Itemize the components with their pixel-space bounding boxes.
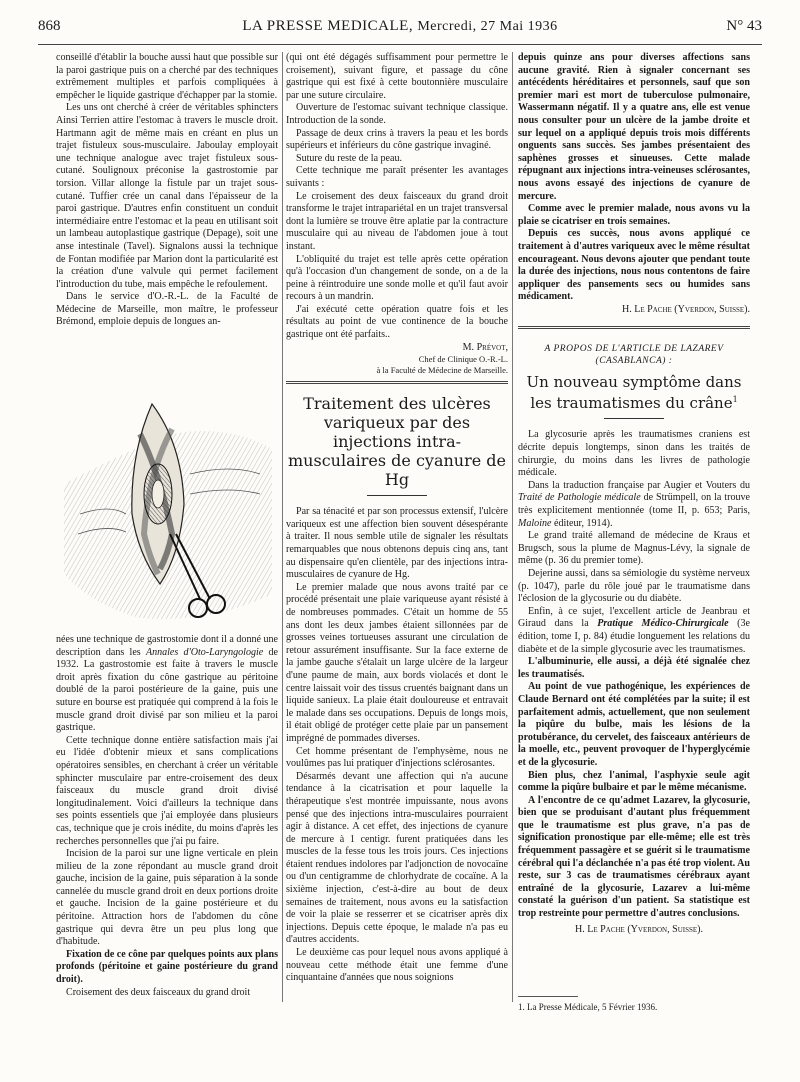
paragraph: Désarmés devant une affection qui n'a aucune tendance à la cicatrisation et pour laquelle la thérapeutique s'est montrée impuissante, nous avons pensé que des injections intra-musculaires pourraient agir à distance. A cet effet, des injections de cyanure de mercure à 1 centigr. furent pratiquées dans les muscles de la fesse tous les trois jours. Ces injections étaient rendues indolores par l'adjonction de novocaïne ou d'un centigramme de chlorhydrate de cocaïne. A la sixième injection, c'est-à-dire au bout de deux semaines de traitement, nous avons eu la satisfaction de voir la plaie se resserrer et se cicatriser après dix injections. Depuis cette époque, le malade n'a pas eu d'autres accidents. — [286, 770, 508, 946]
article-title-text: Un nouveau symptôme dans les traumatismes du crâne — [526, 373, 742, 413]
paragraph: Au point de vue pathogénique, les expériences de Claude Bernard ont été complétées par la suite; il est parfaitement admis, actuellement, que non seulement la piqûre du bulbe, mais les lésions de la protubérance, du cervelet, des faisceaux antérieurs de la moelle, etc., peuvent provoquer de l'hyperglycémie et de la glycosurie. — [518, 681, 750, 768]
paragraph: Le croisement des deux faisceaux du grand droit transforme le trajet intrapariétal en un trajet transversal dont la lumière se trouve être aplatie par la contracture musculaire qui au niveau de l'abdomen joue à tout instant. — [286, 190, 508, 252]
text-run: de 1932. La gastrostomie est faite à travers le muscle droit après fixation du cône gastrique au péritoine doublé de la paroi postérieure de la gaine, puis une suture en bourse est pratiquée qui comprend à la fois le muscle grand droit divisé par son milieu et la paroi gastrique. — [56, 646, 279, 734]
paragraph: Comme avec le premier malade, nous avons vu la plaie se cicatriser en trois semaines. — [518, 203, 750, 227]
title-rule — [604, 418, 664, 419]
paragraph: Dejerine aussi, dans sa sémiologie du système nerveux (p. 1047), parle du rôle joué par le traumatisme dans l'éclosion de la glycosurie ou du diabète. — [518, 568, 750, 605]
column-rule — [512, 52, 513, 1002]
paragraph: J'ai exécuté cette opération quatre fois et les résultats au point de vue continence de la bouche gastrique ont été parfaits.. — [286, 303, 508, 341]
text-run: Dans la traduction française par Augier et Vouters du — [528, 479, 750, 491]
title-rule — [367, 495, 427, 496]
paragraph: L'obliquité du trajet est telle après cette opération qu'à l'occasion d'un changement de sonde, on a de la peine à réintroduire une sonde molle et qu'il faut avoir recours à un mandrin. — [286, 253, 508, 303]
paragraph — [518, 606, 750, 656]
column-1-continued — [56, 634, 278, 999]
book-reference: Pratique Médico-Chirurgicale — [597, 618, 729, 630]
article-separator — [286, 381, 508, 384]
paragraph: Depuis ces succès, nous avons appliqué ce traitement à d'autres variqueux avec le même résultat encourageant. Nous devons ajouter que pendant toute la durée des injections, nous nous contentons de faire appliquer des pansements secs ou humides sans médicament. — [518, 228, 750, 303]
column-1 — [56, 52, 278, 329]
article-title — [518, 373, 750, 412]
paragraph: La glycosurie après les traumatismes craniens est décrite depuis longtemps, sinon dans les traités de chirurgie, du moins dans les livres de pathologie médicale. — [518, 429, 750, 479]
paragraph: Dans le service d'O.-R.-L. de la Faculté de Médecine de Marseille, mon maître, le professeur Brémond, emploie depuis de longues an- — [56, 291, 278, 328]
paragraph: A l'encontre de ce qu'admet Lazarev, la glycosurie, bien que se produisant d'autant plus fréquemment que le traumatisme est plus grave, n'a pas de signification pronostique par elle-même; elle est très fréquemment passagère et se guérit si le traumatisme cérébral qui l'a déclanchée n'a pas été trop violent. Au reste, sur 3 cas de traumatismes cérébraux ayant entraîné de la glycosurie, Lazarev a lui-même constaté la guérison d'un patient. Sa statistique est trop restreinte pour permettre d'autres conclusions. — [518, 794, 750, 920]
journal-reference: Annales d'Oto-Laryngologie — [145, 646, 264, 658]
paragraph — [518, 480, 750, 530]
paragraph: Bien plus, chez l'animal, l'asphyxie seule agit comme la piqûre bulbaire et par le même mécanisme. — [518, 769, 750, 794]
paragraph: Le deuxième cas pour lequel nous avons appliqué à nouveau cette méthode était une femme d'une cinquantaine d'années que nous soignions — [286, 947, 508, 984]
footnote: 1. La Presse Médicale, 5 Février 1936. — [518, 1002, 658, 1012]
paragraph: Le grand traité allemand de médecine de Kraus et Brugsch, sous la plume de Magnus-Lévy, la signale de même (p. 36 du premier tome). — [518, 530, 750, 567]
page-number: 868 — [38, 18, 61, 34]
page-header — [38, 14, 762, 40]
book-reference: Traité de Pathologie médicale — [518, 492, 641, 504]
paragraph: (qui ont été dégagés suffisamment pour permettre le croisement), suivant figure, et passage du cône gastrique qui est fixé à cette boutonnière musculaire par une suture circulaire. — [286, 52, 508, 101]
paragraph: Fixation de ce cône par quelques points aux plans profonds (péritoine et gaine postérieure du grand droit). — [56, 948, 278, 986]
signature-affiliation: à la Faculté de Médecine de Marseille. — [376, 364, 508, 375]
paragraph: Suture du reste de la peau. — [296, 152, 403, 164]
text-run: éditeur, 1914). — [551, 517, 613, 529]
paragraph: conseillé d'établir la bouche aussi haut que possible sur la paroi gastrique puis on a cherché par des techniques extrêmement multiples et parfois compliquées à empêcher le liquide gastrique d'échapper par la stomie. — [56, 52, 278, 101]
footnote-marker: 1 — [732, 395, 738, 405]
surgery-drawing — [60, 394, 276, 628]
surgical-illustration — [60, 394, 276, 628]
article-title: Traitement des ulcères variqueux par des injections intra-musculaires de cyanure de Hg — [288, 394, 506, 490]
column-2 — [286, 52, 508, 985]
article-kicker: A PROPOS DE L'ARTICLE DE LAZAREV — [544, 344, 724, 355]
paragraph: Le premier malade que nous avons traité par ce procédé présentait une plaie variqueuse ayant résisté à de nombreuses pommades. C'était un homme de 55 ans dont les deux jambes étaient sillonnées par de grosses veines tortueuses assurant une circulation de retour assurément insuffisante. Sur la face externe de la jambe gauche s'étalait un large ulcère de la largeur d'une paume de main, aux bords violacés et dont le centre laissait voir des tissus cruentés baignant dans un liquide sanieux. La plaie était douloureuse et entravait le malade dans ses occupations. Depuis de longs mois, il était obligé de protéger cette plaie par un pansement imprégné de pommades diverses. — [286, 581, 508, 744]
paragraph: Passage de deux crins à travers la peau et les bords supérieurs et inférieurs du cône gastrique invaginé. — [286, 127, 508, 152]
journal-name: LA PRESSE MEDICALE, — [242, 18, 414, 34]
paragraph: Par sa ténacité et par son processus extensif, l'ulcère variqueux est une affection bien souvent désespérante à traiter. Il nous semble utile de signaler les résultats remarquables que nous obtenons depuis cinq ans, tant au dispensaire qu'en clientèle, par des injections intra-musculaires de cyanure de Hg. — [286, 506, 508, 581]
signature: H. Le Pache (Yverdon, Suisse). — [621, 303, 750, 315]
signature: M. Prévot, — [462, 341, 508, 353]
paragraph — [56, 634, 278, 735]
paragraph: Cette technique donne entière satisfaction mais j'ai eu l'idée d'obtenir mieux et sans complications opératoires sensibles, en cherchant à créer un véritable sphincter musculaire par entre-croisement des deux faisceaux du muscle grand droit divisé longitudinalement. Voici d'ailleurs la technique dans ses points essentiels que j'ai employée dans plusieurs cas, technique que je crois inédite, du moins d'après les recherches personnelles que j'ai pu faire. — [56, 734, 278, 847]
paragraph: Croisement des deux faisceaux du grand droit — [66, 986, 251, 998]
publisher-name: Maloine — [518, 517, 552, 529]
footnote-rule — [518, 996, 578, 997]
paragraph: L'albuminurie, elle aussi, a déjà été signalée chez les traumatisés. — [518, 656, 750, 680]
column-rule — [282, 52, 283, 1002]
signature: H. Le Pache (Yverdon, Suisse). — [574, 923, 704, 935]
text-run: de Strümpell, on la trouve très explicitement mentionnée (tome II, p. 653; Paris, — [518, 492, 750, 517]
issue-number: N° 43 — [726, 18, 762, 34]
header-rule — [38, 44, 762, 45]
text-run: (3e édition, tome I, p. 84) étudie longuement les relations du diabète et de la simple glycosurie avec les traumatismes. — [518, 618, 750, 655]
paragraph: Les uns ont cherché à créer de véritables sphincters Ainsi Terrien attire l'estomac à travers le muscle droit. Hartmann agit de même mais en créant en plus un trajet fistuleux sous-musculaire. Jaboulay employait une technique analogue avec trajet fistuleux sous-cutané. Soulignoux préconise la gastrostomie par torsion. Villar allonge la fistule par un trajet sous-cutané. Tuffier crée un canal dans l'épaisseur de la paroi gastrique. D'autres enfin constituent un conduit intermédiaire entre l'estomac et la peau en utilisant soit un lambeau autoplastique gastrique (Depage), soit une anse intestinale (Tavel). Signalons aussi la technique de Fontan modifiée par Marion dont la particularité est la création d'une valvule qui permet facilement l'introduction du tube, mais empêche le refoulement. — [56, 102, 278, 290]
article-kicker-location: (CASABLANCA) : — [595, 356, 673, 367]
paragraph: Incision de la paroi sur une ligne verticale en plein milieu de la zone répondant au muscle grand droit gauche, incision de la gaine, puis séparation à la sonde cannelée du muscle grand droit en deux portions droite et gauche. Incision de la gaine postérieure et du péritoine. Attraction hors de l'abdomen du cône gastrique qui devra être un peu plus long que d'habitude. — [56, 848, 278, 948]
column-3 — [518, 52, 750, 936]
article-separator — [518, 326, 750, 329]
paragraph: Cette technique me paraît présenter les avantages suivants : — [286, 165, 508, 189]
text-run: Enfin, à ce sujet, l'excellent article de Jeanbrau et Giraud dans la — [518, 605, 750, 630]
paragraph: Cet homme présentant de l'emphysème, nous ne voulûmes pas lui pratiquer d'injections sclérosantes. — [286, 745, 508, 770]
signature-title: Chef de Clinique O.-R.-L. — [418, 354, 508, 365]
issue-date: Mercredi, 27 Mai 1936 — [417, 19, 558, 34]
paragraph: Ouverture de l'estomac suivant technique classique. Introduction de la sonde. — [286, 102, 508, 126]
paragraph: depuis quinze ans pour diverses affections sans aucune gravité. Rien à signaler concernant ses antécédents héréditaires et personnels, sauf que son premier mari est mort de tuberculose pulmonaire, Wassermann négatif. Il y a quatre ans, elle est venue nous consulter pour un ulcère de la jambe droite et sur lequel on a appliqué depuis trois mois différents onguents sans succès. Ses jambes présentaient des saphènes grosses et sinueuses. Cette malade répugnant aux injections intra-veineuses sclérosantes, nous avons essayé des injections de cyanure de mercure. — [518, 52, 750, 202]
journal-title — [38, 18, 762, 35]
text-run: nées une technique de gastrostomie dont il a donné une description dans les — [56, 634, 278, 658]
